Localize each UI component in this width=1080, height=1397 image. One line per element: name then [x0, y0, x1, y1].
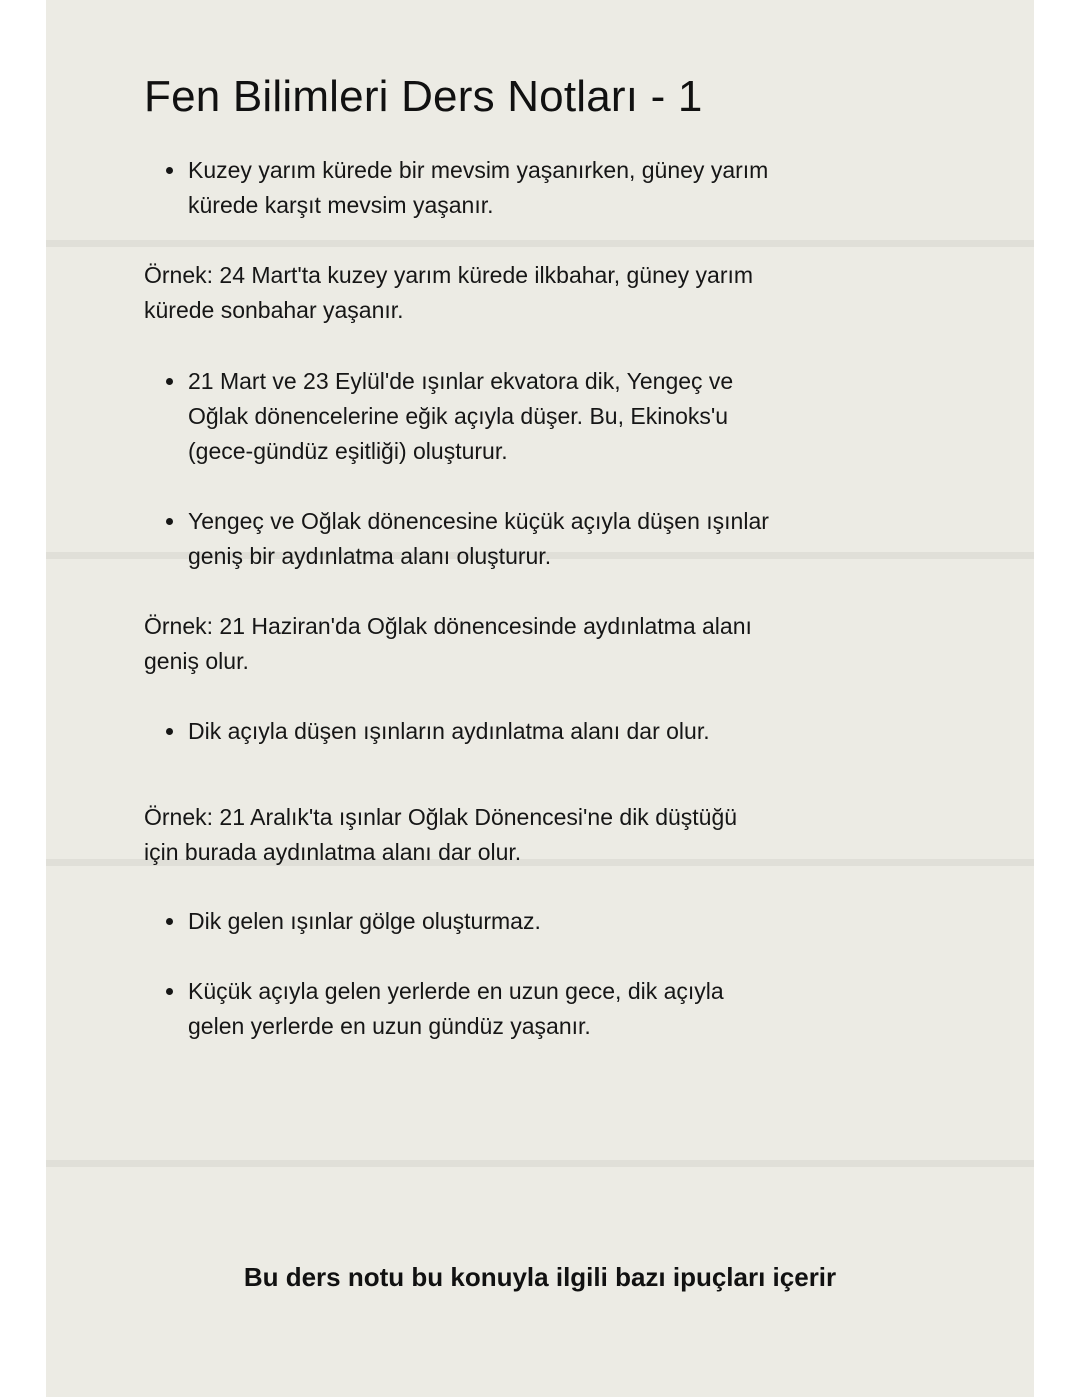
bullet-item	[188, 364, 733, 469]
footer-caption: Bu ders notu bu konuyla ilgili bazı ipuçları içerir	[243, 1262, 837, 1292]
bullet-icon	[166, 988, 173, 995]
text-line: gelen yerlerde en uzun gündüz yaşanır.	[188, 1013, 591, 1039]
text-line: (gece-gündüz eşitliği) oluşturur.	[188, 438, 508, 464]
example-paragraph	[144, 609, 752, 679]
bullet-icon	[166, 167, 173, 174]
bullet-icon	[166, 378, 173, 385]
text-line: Örnek: 24 Mart'ta kuzey yarım kürede ilkbahar, güney yarım	[144, 262, 754, 288]
text-line: Kuzey yarım kürede bir mevsim yaşanırken, güney yarım	[188, 157, 769, 183]
note-page	[46, 0, 1034, 1397]
bullet-icon	[166, 728, 173, 735]
text-line: geniş bir aydınlatma alanı oluşturur.	[188, 543, 552, 569]
bullet-item	[188, 974, 724, 1044]
text-line: için burada aydınlatma alanı dar olur.	[144, 839, 522, 865]
bullet-item	[188, 904, 541, 939]
wood-plank-line	[46, 1160, 1034, 1167]
text-line: Örnek: 21 Aralık'ta ışınlar Oğlak Dönencesi'ne dik düştüğü	[144, 804, 738, 830]
text-line: kürede karşıt mevsim yaşanır.	[188, 192, 494, 218]
text-line: kürede sonbahar yaşanır.	[144, 297, 404, 323]
text-line: Yengeç ve Oğlak dönencesine küçük açıyla düşen ışınlar	[188, 508, 769, 534]
text-line: 21 Mart ve 23 Eylül'de ışınlar ekvatora dik, Yengeç ve	[188, 368, 734, 394]
wood-plank-line	[46, 240, 1034, 247]
text-line: Örnek: 21 Haziran'da Oğlak dönencesinde aydınlatma alanı	[144, 613, 752, 639]
page-title: Fen Bilimleri Ders Notları - 1	[144, 72, 703, 121]
text-line: Oğlak dönencelerine eğik açıyla düşer. Bu, Ekinoks'u	[188, 403, 729, 429]
text-line: Dik açıyla düşen ışınların aydınlatma alanı dar olur.	[188, 718, 710, 744]
example-paragraph	[144, 258, 753, 328]
bullet-item	[188, 504, 769, 574]
text-line: geniş olur.	[144, 648, 249, 674]
bullet-item	[188, 153, 768, 223]
text-line: Küçük açıyla gelen yerlerde en uzun gece, dik açıyla	[188, 978, 724, 1004]
bullet-item	[188, 714, 710, 749]
example-paragraph	[144, 800, 737, 870]
bullet-icon	[166, 518, 173, 525]
bullet-icon	[166, 918, 173, 925]
text-line: Dik gelen ışınlar gölge oluşturmaz.	[188, 908, 541, 934]
